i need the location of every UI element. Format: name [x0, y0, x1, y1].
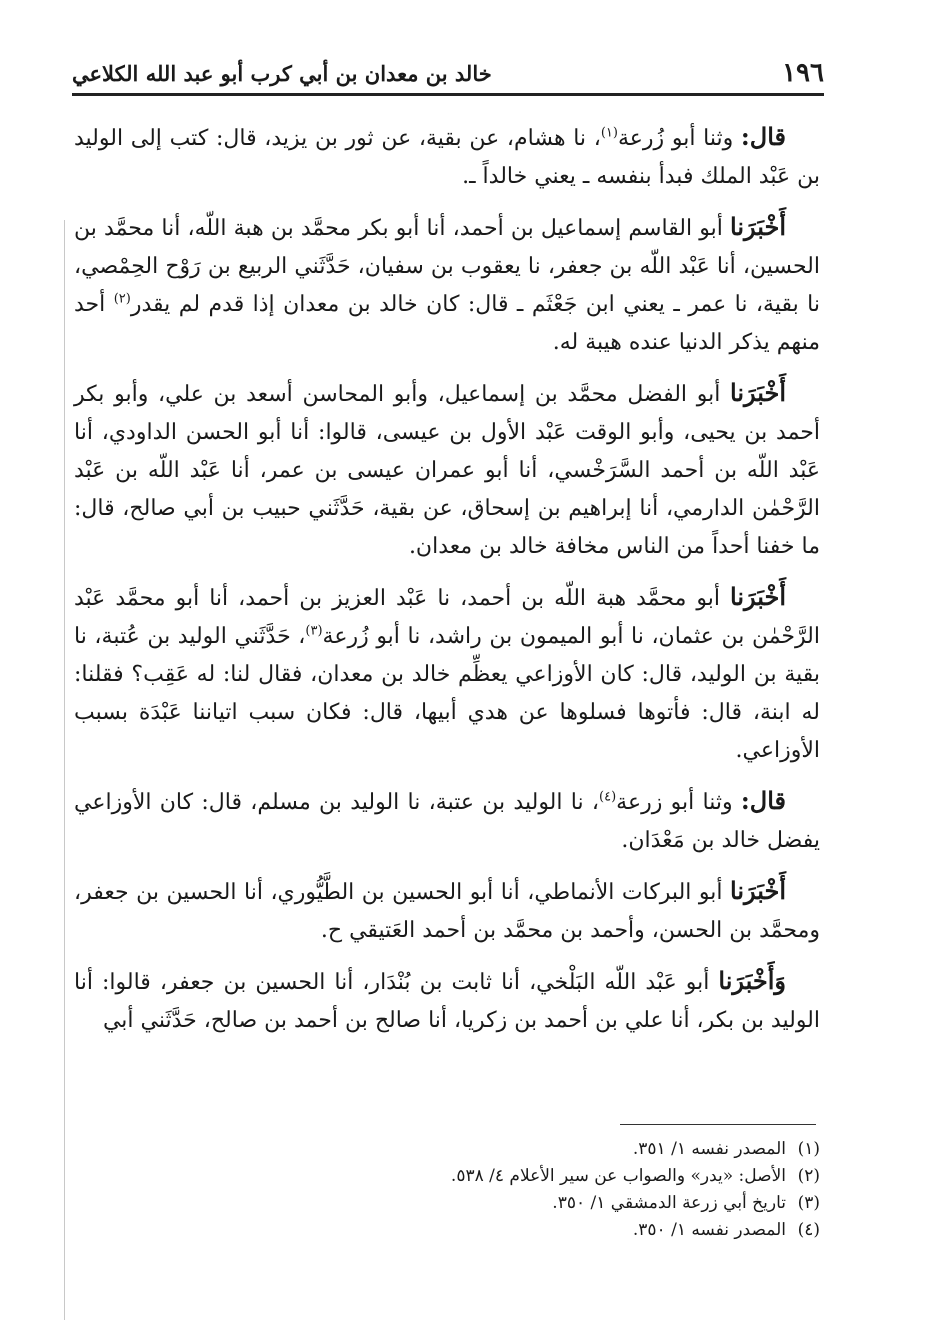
- paragraph-text: أحد منهم يذكر الدنيا عنده هيبة له.: [74, 292, 820, 355]
- footnote-text: المصدر نفسه ١/ ٣٥١.: [632, 1139, 786, 1159]
- main-text: [74, 118, 820, 1052]
- paragraph-text: ، نا هشام، عن بقية، عن ثور بن يزيد، قال: كتب إلى الوليد بن عَبْد الملك فبدأ بنفسه ـ يعني خالداً ـ.: [74, 126, 820, 189]
- header-rule: [72, 93, 824, 96]
- paragraph: [74, 118, 820, 196]
- footnote-ref: (٣): [305, 623, 323, 639]
- paragraph: [74, 782, 820, 860]
- paragraph-lead: وَأَخْبَرَنا: [718, 966, 786, 995]
- footnote-text: تاريخ أبي زرعة الدمشقي ١/ ٣٥٠.: [552, 1193, 786, 1213]
- footnote-rule: [620, 1124, 816, 1125]
- paragraph-text: ، نا الوليد بن عتبة، نا الوليد بن مسلم، قال: كان الأوزاعي يفضل خالد بن مَعْدَان.: [74, 790, 820, 853]
- running-title: خالد بن معدان بن أبي كرب أبو عبد الله الكلاعي: [72, 61, 492, 86]
- scan-margin-line: [64, 220, 65, 1320]
- paragraph-lead: قال:: [740, 122, 786, 151]
- footnote-item: [200, 1190, 820, 1217]
- footnotes: [200, 1136, 820, 1244]
- paragraph-text: وثنا أبو زرعة: [616, 790, 733, 815]
- paragraph-text: أبو محمَّد هبة اللّه بن أحمد، نا عَبْد العزيز بن أحمد، أنا أبو محمَّد عَبْد الرَّحْمٰن بن عثمان، نا أبو الميمون بن راشد، نا أبو زُرعة: [74, 586, 820, 649]
- paragraph: [74, 962, 820, 1040]
- footnote-ref: (٤): [599, 789, 617, 805]
- footnote-item: [200, 1136, 820, 1163]
- footnote-item: [200, 1163, 820, 1190]
- page-number: ١٩٦: [782, 58, 824, 88]
- paragraph: [74, 208, 820, 362]
- footnote-number: (٤): [797, 1220, 820, 1240]
- footnote-number: (٢): [797, 1166, 820, 1186]
- paragraph-text: وثنا أبو زُرعة: [617, 126, 734, 151]
- footnote-item: [200, 1217, 820, 1244]
- paragraph: [74, 578, 820, 770]
- footnote-text: المصدر نفسه ١/ ٣٥٠.: [632, 1220, 786, 1240]
- paragraph-lead: قال:: [740, 786, 786, 815]
- paragraph-text: أبو البركات الأنماطي، أنا أبو الحسين بن الطَّيُّوري، أنا الحسين بن جعفر، ومحمَّد بن الحسن، وأحمد بن محمَّد بن أحمد العَتيقي ح.: [74, 880, 820, 943]
- running-header: [72, 52, 824, 96]
- paragraph-text: أبو القاسم إسماعيل بن أحمد، أنا أبو بكر محمَّد بن هبة اللّه، أنا محمَّد بن الحسين، أنا عَبْد اللّه بن جعفر، نا يعقوب بن سفيان، حَدَّثَني الربيع بن رَوْح الحِمْصي، نا بقية، نا عمر ـ يعني ابن جَعْثَم ـ قال: كان خالد بن معدان إذا قدم لم يقدر: [74, 216, 820, 317]
- paragraph-lead: أَخْبَرَنا: [730, 378, 786, 407]
- paragraph-lead: أَخْبَرَنا: [730, 876, 786, 905]
- footnote-ref: (٢): [113, 291, 131, 307]
- paragraph: [74, 872, 820, 950]
- footnote-number: (٣): [797, 1193, 820, 1213]
- paragraph-text: أبو الفضل محمَّد بن إسماعيل، وأبو المحاسن أسعد بن علي، وأبو بكر أحمد بن يحيى، وأبو الوقت عَبْد الأول بن عيسى، قالوا: أنا أبو الحسن الداودي، أنا عَبْد اللّه بن أحمد السَّرَخْسي، أنا أبو عمران عيسى بن عمر، أنا عَبْد اللّه بن عَبْد الرَّحْمٰن الدارمي، أنا إبراهيم بن إسحاق، عن بقية، حَدَّثَني حبيب بن أبي صالح، قال: ما خفنا أحداً من الناس مخافة خالد بن معدان.: [74, 382, 820, 559]
- footnote-ref: (١): [600, 125, 618, 141]
- paragraph-text: ، حَدَّثَني الوليد بن عُتبة، نا بقية بن الوليد، قال: كان الأوزاعي يعظِّم خالد بن معدان، فقال لنا: له عَقِب؟ فقلنا: له ابنة، قال: فأتوها فسلوها عن هدي أبيها، قال: فكان سبب اتياننا عَبْدَة بسبب الأوزاعي.: [74, 624, 820, 763]
- paragraph-lead: أَخْبَرَنا: [730, 212, 787, 241]
- paragraph-text: أبو عَبْد اللّه البَلْخي، أنا ثابت بن بُنْدَار، أنا الحسين بن جعفر، قالوا: أنا الوليد بن بكر، أنا علي بن أحمد بن زكريا، أنا صالح بن أحمد بن صالح، حَدَّثَني أبي: [74, 970, 820, 1033]
- paragraph-lead: أَخْبَرَنا: [730, 582, 786, 611]
- footnote-text: الأصل: «يدر» والصواب عن سير الأعلام ٤/ ٥٣٨.: [450, 1166, 786, 1186]
- footnote-number: (١): [797, 1139, 820, 1159]
- paragraph: [74, 374, 820, 566]
